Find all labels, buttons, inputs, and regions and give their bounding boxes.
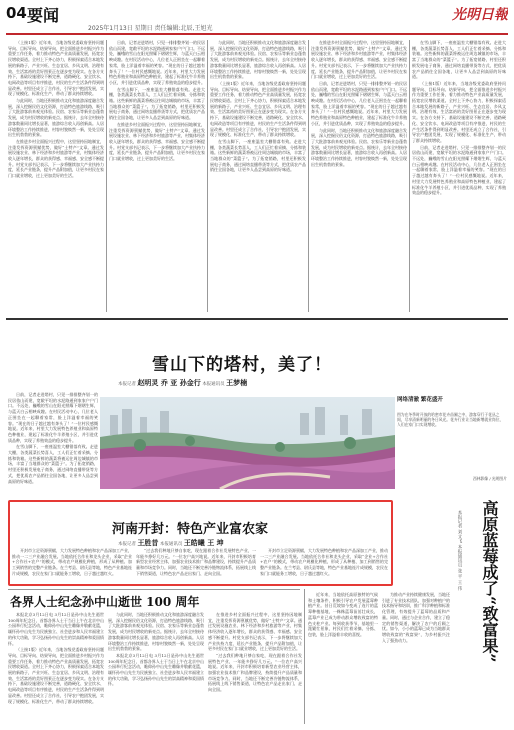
article2-body-col2: “过去我们种地只够自家吃，现在跟着合作社发展特色产业，一年能多挣好几万元。”一位农户高兴地说。近年来，开封市积极培育新型农业经营主体，加强农业技术推广和品牌建设，持续提升产品质量和市场竞争力。同时，当地还不断完善冷链物流体系，拓展线上线下销售渠道，让特色农产品走出家门、走向全国。 bbox=[136, 548, 256, 576]
page-number: 04 bbox=[6, 4, 27, 22]
photo-caption-text: 图为在冬季时开放的哈密市花卉苗圃之中，游客穿行于花丛之间，尽享清新明丽的冬日风光。花卉行业让当地新增就业岗位，人们在家门口实现增收。 bbox=[397, 412, 504, 427]
section-divider bbox=[6, 318, 508, 320]
column-divider bbox=[409, 40, 410, 312]
section-title: 要闻 bbox=[27, 6, 60, 25]
text-column-3: 与此同时，当地还积极推动文化和旅游深度融合发展，深入挖掘民俗文化资源，打造特色旅游线路，吸引了大批游客前来观光体验。民宿、农家乐等新业态蓬勃发展，成为村民增收的新亮点。据统计，去年全村接待游客数量同比增长显著，旅游综合收入再创新高。人居环境整治工作持续推进，村容村貌焕然一新，处处呈现出生机勃勃的景象。 （上接1版）近年来，当地各级党委政府坚持问题导向、目标导向、结果导向，把全面推进乡村振兴作为重要工作任务，着力推动特色产业高质量发展，拓宽农民增收渠道。全村上下齐心协力，积极探索适合本地发展的新路子，产业兴旺、生态宜居、乡风文明、治理有效、生活富裕的美好图景正在逐步变为现实。在各方支持下，基础设施建设不断完善，道路硬化、安全饮水、电网改造等项目有序推进，村民的生产生活条件得到明显改善。村里还成立了合作社，引导农户抱团发展，实现了规模化、标准化生产，带动了群众持续增收。 在雪山脚下，一座座温室大棚错落有致。走进大棚，各类蔬菜长势喜人，工人们正忙着采摘、分拣和装箱。这些新鲜的蔬菜将被运往周边城镇的市场，丰富了当地群众的“菜篮子”。为了拓宽销路，村里还积极发展电子商务，通过网络直播带货等方式，把优质农产品销往全国各地，让更多人品尝到高原的好味道。 bbox=[210, 40, 306, 173]
article-headline-sun-yatsen: 各界人士纪念孙中山逝世 100 周年 bbox=[10, 595, 200, 609]
newspaper-logo-text: 光明日報 bbox=[452, 7, 508, 23]
column-divider bbox=[106, 40, 107, 312]
article1-body-left: 日前，记者走进塔村，只见一排排整齐划一的民居依山而建，宽敞平坦的水泥路通到家家户户门口。不远处，巍峨的雪山在阳光照耀下熠熠生辉，与蓝天白云相映成趣。在村民活动中心，几位老人正围坐在一起聊着家常，脸上洋溢着幸福的笑容。“现在的日子越过越有奔头了！”一位村民感慨地说。近年来，村里大力发展特色养殖业和高原特色种植业，建起了标准化牛羊养殖小区，并引进优质品种，实现了养殖效益的稳步提升。 在雪山脚下，一座座温室大棚错落有致。走进大棚，各类蔬菜长势喜人，工人们正忙着采摘、分拣和装箱。这些新鲜的蔬菜将被运往周边城镇的市场，丰富了当地群众的“菜篮子”。为了拓宽销路，村里还积极发展电子商务，通过网络直播带货等方式，把优质农产品销往全国各地，让更多人品尝到高原的好味道。 bbox=[8, 392, 98, 484]
article4-body-col1: 近年来，当地依托高原独特的气候和土壤条件，积极引导农户发展蓝莓种植产业。昔日荒坡如今变成了连片的蓝莓种植基地，一株株蓝莓苗茁壮成长，蓝莓产业已成为带动群众增收致富的特色支柱产业。每到收获季节，基地里一派繁忙景象，村民们忙着采摘、分拣、包装，脸上洋溢着丰收的喜悦。 bbox=[308, 592, 378, 637]
text-column-5: 在雪山脚下，一座座温室大棚错落有致。走进大棚，各类蔬菜长势喜人，工人们正忙着采摘、分拣和装箱。这些新鲜的蔬菜将被运往周边城镇的市场，丰富了当地群众的“菜篮子”。为了拓宽销路，村里还积极发展电子商务，通过网络直播带货等方式，把优质农产品销往全国各地，让更多人品尝到高原的好味道。 （上接1版）近年来，当地各级党委政府坚持问题导向、目标导向、结果导向，把全面推进乡村振兴作为重要工作任务，着力推动特色产业高质量发展，拓宽农民增收渠道。全村上下齐心协力，积极探索适合本地发展的新路子，产业兴旺、生态宜居、乡风文明、治理有效、生活富裕的美好图景正在逐步变为现实。在各方支持下，基础设施建设不断完善，道路硬化、安全饮水、电网改造等项目有序推进，村民的生产生活条件得到明显改善。村里还成立了合作社，引导农户抱团发展，实现了规模化、标准化生产，带动了群众持续增收。 日前，记者走进塔村，只见一排排整齐划一的民居依山而建，宽敞平坦的水泥路通到家家户户门口。不远处，巍峨的雪山在阳光照耀下熠熠生辉，与蓝天白云相映成趣。在村民活动中心，几位老人正围坐在一起聊着家常，脸上洋溢着幸福的笑容。“现在的日子越过越有奔头了！”一位村民感慨地说。近年来，村里大力发展特色养殖业和高原特色种植业，建起了标准化牛羊养殖小区，并引进优质品种，实现了养殖效益的稳步提升。 bbox=[412, 40, 506, 196]
article-byline: 本报记者 赵明灵 乔 亚 孙金行 本报通讯员 王梦楠 bbox=[118, 378, 248, 387]
section-divider bbox=[8, 589, 300, 590]
column-divider bbox=[304, 589, 305, 724]
article2-body-col1: 开封市立足资源禀赋，大力发展特色种植和农产品深加工产业，推动一二三产业融合发展。当地依托合作社和龙头企业，采取“企业+合作社+农户”的模式，带动农户规模化种植，形成了从种植、加工到销售的完整产业链条。在兰考县、尉氏县等地，特色产业基地连片成规模，农民在家门口就能务工增收，日子越过越红火。 bbox=[12, 548, 132, 576]
text-column-4: 在推进乡村全面振兴过程中，这里坚持因地制宜，注重发挥资源禀赋优势，做好“土特产”文章。通过发展设施农业、林下经济和乡村旅游等产业，村集体经济收入逐年增长，群众的获得感、幸福感、安全感不断提升。村党支部书记表示，下一步将继续加大产业扶持力度，延长产业链条，提升产品附加值，让更多村民在家门口就业增收，过上更加美好的生活。 日前，记者走进塔村，只见一排排整齐划一的民居依山而建，宽敞平坦的水泥路通到家家户户门口。不远处，巍峨的雪山在阳光照耀下熠熠生辉，与蓝天白云相映成趣。在村民活动中心，几位老人正围坐在一起聊着家常，脸上洋溢着幸福的笑容。“现在的日子越过越有奔头了！”一位村民感慨地说。近年来，村里大力发展特色养殖业和高原特色种植业，建起了标准化牛羊养殖小区，并引进优质品种，实现了养殖效益的稳步提升。 与此同时，当地还积极推动文化和旅游深度融合发展，深入挖掘民俗文化资源，打造特色旅游线路，吸引了大批游客前来观光体验。民宿、农家乐等新业态蓬勃发展，成为村民增收的新亮点。据统计，去年全村接待游客数量同比增长显著，旅游综合收入再创新高。人居环境整治工作持续推进，村容村貌焕然一新，处处呈现出生机勃勃的景象。 bbox=[311, 40, 407, 167]
article-headline-tacun: 雪山下的塔村，美了！ bbox=[152, 355, 332, 375]
page-meta: 2025年1月13日 星期日 责任编辑:北辰,王旭光 bbox=[88, 25, 213, 32]
photo-caption-title: 网络清澈 繁花盛开 bbox=[397, 397, 443, 403]
article2-byline: 本报记者 王胜昔 本报通讯员 王皓曦 王 坤 bbox=[118, 538, 224, 547]
photo-illustration bbox=[100, 397, 395, 489]
text-column-2: 日前，记者走进塔村，只见一排排整齐划一的民居依山而建，宽敞平坦的水泥路通到家家户户门口。不远处，巍峨的雪山在阳光照耀下熠熠生辉，与蓝天白云相映成趣。在村民活动中心，几位老人正围坐在一起聊着家常，脸上洋溢着幸福的笑容。“现在的日子越过越有奔头了！”一位村民感慨地说。近年来，村里大力发展特色养殖业和高原特色种植业，建起了标准化牛羊养殖小区，并引进优质品种，实现了养殖效益的稳步提升。 在雪山脚下，一座座温室大棚错落有致。走进大棚，各类蔬菜长势喜人，工人们正忙着采摘、分拣和装箱。这些新鲜的蔬菜将被运往周边城镇的市场，丰富了当地群众的“菜篮子”。为了拓宽销路，村里还积极发展电子商务，通过网络直播带货等方式，把优质农产品销往全国各地，让更多人品尝到高原的好味道。 在推进乡村全面振兴过程中，这里坚持因地制宜，注重发挥资源禀赋优势，做好“土特产”文章。通过发展设施农业、林下经济和乡村旅游等产业，村集体经济收入逐年增长，群众的获得感、幸福感、安全感不断提升。村党支部书记表示，下一步将继续加大产业扶持力度，延长产业链条，提升产品附加值，让更多村民在家门口就业增收，过上更加美好的生活。 bbox=[109, 40, 205, 162]
text-column-1: （上接1版）近年来，当地各级党委政府坚持问题导向、目标导向、结果导向，把全面推进乡村振兴作为重要工作任务，着力推动特色产业高质量发展，拓宽农民增收渠道。全村上下齐心协力，积极探索适合本地发展的新路子，产业兴旺、生态宜居、乡风文明、治理有效、生活富裕的美好图景正在逐步变为现实。在各方支持下，基础设施建设不断完善，道路硬化、安全饮水、电网改造等项目有序推进，村民的生产生活条件得到明显改善。村里还成立了合作社，引导农户抱团发展，实现了规模化、标准化生产，带动了群众持续增收。 与此同时，当地还积极推动文化和旅游深度融合发展，深入挖掘民俗文化资源，打造特色旅游线路，吸引了大批游客前来观光体验。民宿、农家乐等新业态蓬勃发展，成为村民增收的新亮点。据统计，去年全村接待游客数量同比增长显著，旅游综合收入再创新高。人居环境整治工作持续推进，村容村貌焕然一新，处处呈现出生机勃勃的景象。 在推进乡村全面振兴过程中，这里坚持因地制宜，注重发挥资源禀赋优势，做好“土特产”文章。通过发展设施农业、林下经济和乡村旅游等产业，村集体经济收入逐年增长，群众的获得感、幸福感、安全感不断提升。村党支部书记表示，下一步将继续加大产业扶持力度，延长产业链条，提升产品附加值，让更多村民在家门口就业增收，过上更加美好的生活。 bbox=[8, 40, 104, 179]
article3-body-col2: 与此同时，当地还积极推动文化和旅游深度融合发展，深入挖掘民俗文化资源，打造特色旅游线路，吸引了大批游客前来观光体验。民宿、农家乐等新业态蓬勃发展，成为村民增收的新亮点。据统计，去年全村接待游客数量同比增长显著，旅游综合收入再创新高。人居环境整治工作持续推进，村容村貌焕然一新，处处呈现出生机勃勃的景象。 本报北京3月12日电 3月12日是孙中山先生逝世100周年纪念日，首都各界人士于当日上午在北京中山公园举行纪念活动，瞻仰孙中山先生雕像并敬献花篮，缅怀孙中山先生为民族独立、社会进步和人民幸福建立的伟大功勋，学习弘扬孙中山先生的崇高精神和爱国情怀。 bbox=[108, 612, 204, 687]
column-divider bbox=[308, 40, 309, 312]
article-headline-kaifeng: 河南开封：特色产业富农家 bbox=[111, 522, 268, 537]
city-park-photo bbox=[100, 397, 395, 489]
column-divider bbox=[207, 40, 208, 312]
article3-body-col3: 在推进乡村全面振兴过程中，这里坚持因地制宜，注重发挥资源禀赋优势，做好“土特产”文章。通过发展设施农业、林下经济和乡村旅游等产业，村集体经济收入逐年增长，群众的获得感、幸福感、安全感不断提升。村党支部书记表示，下一步将继续加大产业扶持力度，延长产业链条，提升产品附加值，让更多村民在家门口就业增收，过上更加美好的生活。 “过去我们种地只够自家吃，现在跟着合作社发展特色产业，一年能多挣好几万元。”一位农户高兴地说。近年来，开封市积极培育新型农业经营主体，加强农业技术推广和品牌建设，持续提升产品质量和市场竞争力。同时，当地还不断完善冷链物流体系，拓展线上线下销售渠道，让特色农产品走出家门、走向全国。 bbox=[208, 612, 302, 693]
article2-body-col3: 开封市立足资源禀赋，大力发展特色种植和农产品深加工产业，推动一二三产业融合发展。当地依托合作社和龙头企业，采取“企业+合作社+农户”的模式，带动农户规模化种植，形成了从种植、加工到销售的完整产业链条。在兰考县、尉氏县等地，特色产业基地连片成规模，农民在家门口就能务工增收，日子越过越红火。 bbox=[260, 548, 388, 576]
header-rule bbox=[6, 33, 508, 35]
photo-credit: 西林影像 / 光明图片 bbox=[472, 476, 507, 481]
page-header bbox=[0, 0, 514, 36]
newspaper-logo bbox=[450, 2, 508, 24]
article-headline-blueberry: 高原蓝莓成了“致富果” bbox=[480, 500, 499, 663]
article3-body-col1: 本报北京3月12日电 3月12日是孙中山先生逝世100周年纪念日，首都各界人士于当日上午在北京中山公园举行纪念活动，瞻仰孙中山先生雕像并敬献花篮，缅怀孙中山先生为民族独立、社会进步和人民幸福建立的伟大功勋，学习弘扬孙中山先生的崇高精神和爱国情怀。 （上接1版）近年来，当地各级党委政府坚持问题导向、目标导向、结果导向，把全面推进乡村振兴作为重要工作任务，着力推动特色产业高质量发展，拓宽农民增收渠道。全村上下齐心协力，积极探索适合本地发展的新路子，产业兴旺、生态宜居、乡风文明、治理有效、生活富裕的美好图景正在逐步变为现实。在各方支持下，基础设施建设不断完善，道路硬化、安全饮水、电网改造等项目有序推进，村民的生产生活条件得到明显改善。村里还成立了合作社，引导农户抱团发展，实现了规模化、标准化生产，带动了群众持续增收。 bbox=[8, 612, 104, 704]
article4-byline: 本报记者 刘文飞 本报通讯员 张 平 王 伟 bbox=[457, 510, 462, 591]
article4-body-col2: 为推动产业持续健康发展，当地还引进了专业技术团队，加强对种植户的技术指导和培训，推广科学种植和标准化管理，有效提升了蓝莓的品质和产量。同时，通过与企业合作，建立了稳定的销售渠道，解决了农户的后顾之忧。如今，小小的蓝莓已成为当地群众增收致富的“致富果”，为乡村振兴注入了强劲动力。 bbox=[382, 592, 450, 643]
